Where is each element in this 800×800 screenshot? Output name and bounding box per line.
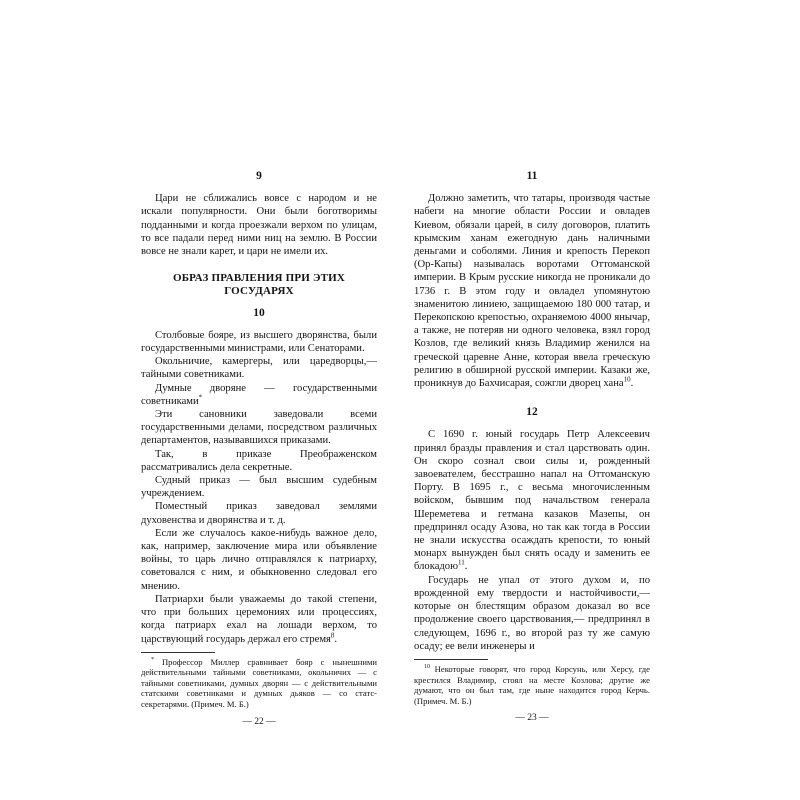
paragraph [141, 382, 377, 408]
footnote [141, 657, 377, 710]
footnote-ref: 10 [623, 375, 631, 384]
paragraph: Должно заметить, что татары, производя частые набеги на многие области России и овладев Киевом, обязали царей, в силу договоров, платить крымским ханам ежегодную дань наличными деньгами и соболями. Линия и крепость Перекоп (Ор-Капы) называлась воротами Оттоманской империи. В Крым русские никогда не проникали до 1736 г. В этом году и овладел упомянутою знаменитою линиею, защищаемою 180 000 татар, и Перекопскою крепостью, охраняемою 4000 янычар, а также, не потеряв ни одного человека, взял город Козлов, где великий князь Владимир женился на греческой царевне Анне, которая ввела греческую религию в обширной русской империи. Казаки же, проникнув до Бахчисарая, сожгли дворец хана$^{10}$. [414, 193, 650, 390]
paragraph-text: Должно заметить, что татары, производя частые набеги на многие области России и овладев Киевом, обязали царей, в силу договоров, платить крымским ханам ежегодную дань наличными деньгами и соболями. Линия и крепость Перекоп (Ор-Капы) называлась воротами Оттоманской империи. В Крым русские никогда не проникали до 1736 г. В этом году и овладел упомянутою знаменитою линиею, защищаемою 180 000 татар, и Перекопскою крепостью, охраняемою 4000 янычар, а также, не потеряв ни одного человека, взял город Козлов, где великий князь Владимир женился на греческой царевне Анне, которая ввела греческую религию в обширной русской империи. Казаки же, проникнув до Бахчисарая, сожгли дворец хана [414, 193, 650, 390]
right-page [414, 170, 650, 725]
left-page [141, 170, 377, 729]
paragraph-text: С 1690 г. юный государь Петр Алексеевич принял бразды правления и стал царствовать один. Он скоро сознал свои силы и, рожденный завоевателем, бесстрашно напал на Оттоманскую Порту. В 1695 г., с весьма многочисленным войском, бывшим под начальством генерала Шереметева и гетмана казаков Мазепы, он предпринял осаду Азова, но так как тогда в России не знали искусства осаждать крепости, то юный монарх вынужден был снять осаду и заменить ее блокадою [414, 429, 650, 573]
footnote-marker: * [151, 656, 154, 663]
footnote-divider [414, 659, 488, 660]
section-number-11: 11 [526, 170, 538, 182]
footnote-text: Профессор Миллер сравнивает бояр с нынешними действительными тайными советниками, окольничих — с тайными советниками, думных дворян — с действительными статскими советниками и думных дьяков — со статс-секретарями. (Примеч. М. Б.) [141, 656, 377, 710]
page-number: — 22 — [242, 716, 276, 727]
footnote-marker: 10 [424, 664, 430, 671]
paragraph: С 1690 г. юный государь Петр Алексеевич принял бразды правления и стал царствовать один. Он скоро сознал свои силы и, рожденный завоевателем, бесстрашно напал на Оттоманскую Порту. В 1695 г., с весьма многочисленным войском, бывшим под начальством генерала Шереметева и гетмана казаков Мазепы, он предпринял осаду Азова, но так как тогда в России не знали искусства осаждать крепости, то юный монарх вынужден был снять осаду и заменить ее блокадою$^{11}$. [414, 429, 650, 573]
chapter-heading: ОБРАЗ ПРАВЛЕНИЯ ПРИ ЭТИХ ГОСУДАРЯХ [172, 272, 346, 298]
footnote-ref: 8 [330, 630, 335, 639]
section-number-12: 12 [526, 406, 538, 419]
paragraph: Государь не упал от этого духом и, по врожденной ему твердости и настойчивости,— которые он блестящим образом доказал во все продолжение своего царствования,— предпринял в следующем, 1696 г., во второй раз ту же самую осаду; ее вели инженеры и [414, 574, 650, 652]
section-number-9: 9 [256, 170, 262, 182]
paragraph: Эти сановники заведовали всеми государственными делами, посредством различных департаментов, называвшихся приказами. [141, 409, 377, 447]
paragraph-text: Думные дворяне — государственными советниками [141, 382, 377, 407]
paragraph: Если же случалось какое-нибудь важное дело, как, например, заключение мира или объявление войны, то царь лично отправлялся к патриарху, советовался с ним, и обыкновенно следовал его мнению. [141, 527, 377, 592]
page-number: — 23 — [515, 713, 549, 724]
section-number-10: 10 [253, 306, 265, 319]
footnote-divider [141, 652, 215, 653]
footnote-ref: 11 [458, 558, 465, 567]
paragraph-text: Патриархи были уважаемы до такой степени, что при больших церемониях или процессиях, когда патриарх ехал на лошади верхом, то царствующий государь держал его стремя [141, 593, 377, 645]
paragraph: Судный приказ — был высшим судебным учреждением. [141, 475, 377, 500]
footnote-ref: * [198, 393, 203, 402]
paragraph: Цари не сближались вовсе с народом и не искали популярности. Они были боготворимы подданными и когда проезжали верхом по улицам, то все падали перед ними ниц на землю. В России вовсе не знали карет, и цари не имели их. [141, 193, 377, 258]
paragraph: Окольничие, камергеры, или царедворцы,— тайными советниками. [141, 356, 377, 381]
footnote-text: Некоторые говорят, что город Корсунь, или Херсу, где крестился Владимир, стоял на месте Козлова; другие же думают, что он был там, где ныне находится город Керчь. (Примеч. М. Б.) [414, 663, 650, 706]
footnote [414, 664, 650, 706]
paragraph: Так, в приказе Преображенском рассматривались дела секретные. [141, 448, 377, 473]
paragraph: Столбовые бояре, из высшего дворянства, были государственными министрами, или Сенаторами. [141, 329, 377, 355]
paragraph: Поместный приказ заведовал землями духовенства и дворянства и т. д. [141, 501, 377, 526]
paragraph: Патриархи были уважаемы до такой степени, что при больших церемониях или процессиях, когда патриарх ехал на лошади верхом, то царствующий государь держал его стремя$^8$. [141, 593, 377, 645]
